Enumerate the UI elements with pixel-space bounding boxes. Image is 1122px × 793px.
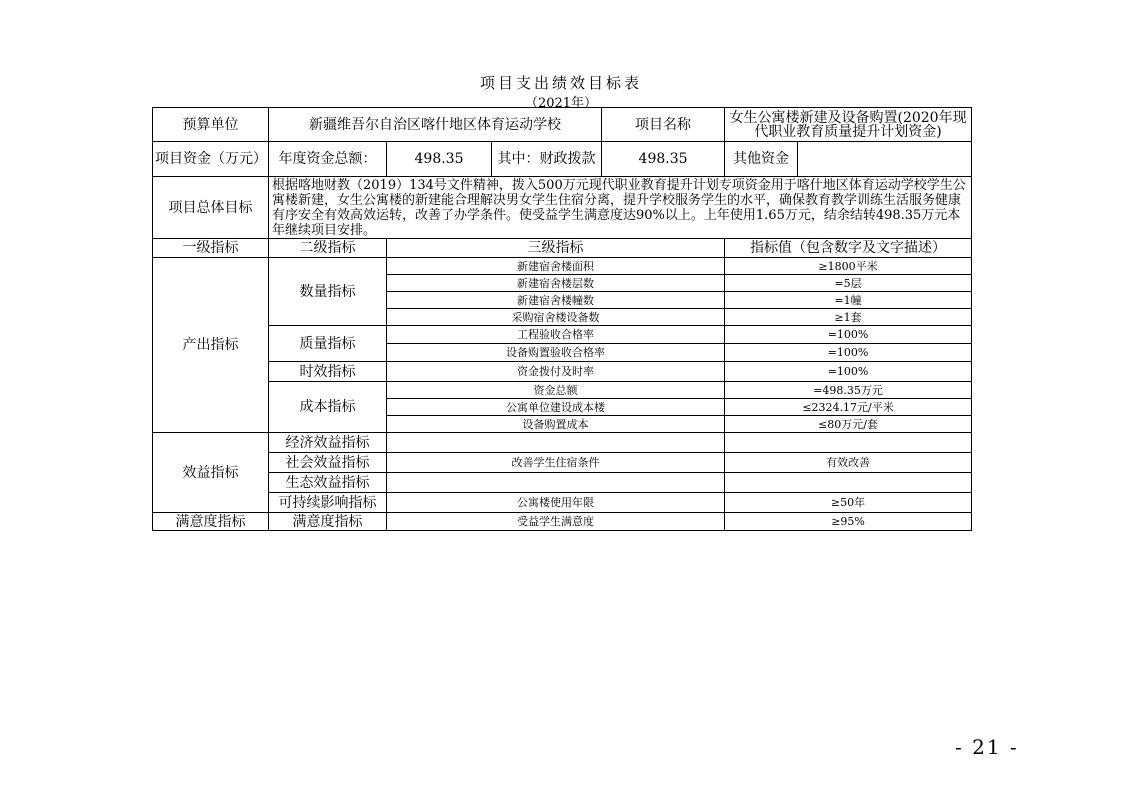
indicator-name: 公寓单位建设成本楼 (387, 399, 725, 416)
indicator-value: =100% (725, 362, 972, 382)
subgroup-quantity: 数量指标 (269, 258, 387, 326)
fiscal-allocation-label: 其中：财政拨款 (492, 142, 602, 177)
indicator-value (725, 473, 972, 493)
annual-total-label: 年度资金总额： (269, 142, 387, 177)
budget-unit-label: 预算单位 (153, 108, 269, 142)
indicator-value: =5层 (725, 275, 972, 292)
subgroup-cost: 成本指标 (269, 382, 387, 433)
table-year: （2021年） (524, 96, 598, 111)
indicator-name: 改善学生住宿条件 (387, 453, 725, 473)
indicator-value (725, 433, 972, 453)
indicator-value: ≤80万元/套 (725, 416, 972, 433)
indicator-name (387, 433, 725, 453)
indicator-name: 受益学生满意度 (387, 513, 725, 531)
indicator-name: 采购宿舍楼设备数 (387, 309, 725, 326)
indicator-value: =100% (725, 326, 972, 344)
indicator-value: =498.35万元 (725, 382, 972, 399)
indicator-name: 设备购置验收合格率 (387, 344, 725, 362)
group-output: 产出指标 (153, 258, 269, 433)
subgroup-quality: 质量指标 (269, 326, 387, 362)
indicator-name (387, 473, 725, 493)
budget-unit-value: 新疆维吾尔自治区喀什地区体育运动学校 (269, 108, 602, 142)
indicator-name: 公寓楼使用年限 (387, 493, 725, 513)
indicator-value: ≥95% (725, 513, 972, 531)
annual-total-value: 498.35 (387, 142, 492, 177)
indicator-name: 资金总额 (387, 382, 725, 399)
fiscal-allocation-value: 498.35 (602, 142, 725, 177)
indicator-name: 新建宿舍楼幢数 (387, 292, 725, 309)
subgroup-timeliness: 时效指标 (269, 362, 387, 382)
indicator-value: ≥1800平米 (725, 258, 972, 275)
indicator-name: 新建宿舍楼面积 (387, 258, 725, 275)
page-number: - 21 - (955, 735, 1019, 759)
indicator-value: ≥1套 (725, 309, 972, 326)
indicator-name: 新建宿舍楼层数 (387, 275, 725, 292)
other-funds-label: 其他资金 (725, 142, 798, 177)
indicator-value: =100% (725, 344, 972, 362)
subgroup-social: 社会效益指标 (269, 453, 387, 473)
column-header-level3: 三级指标 (387, 239, 725, 258)
subgroup-sustainable: 可持续影响指标 (269, 493, 387, 513)
subgroup-ecological: 生态效益指标 (269, 473, 387, 493)
project-name-value: 女生公寓楼新建及设备购置(2020年现代职业教育质量提升计划资金) (725, 108, 972, 142)
table-title: 项目支出绩效目标表 (479, 74, 642, 92)
group-benefit: 效益指标 (153, 433, 269, 513)
indicator-value: 有效改善 (725, 453, 972, 473)
project-funds-label: 项目资金（万元） (153, 142, 269, 177)
project-name-label: 项目名称 (602, 108, 725, 142)
subgroup-economic: 经济效益指标 (269, 433, 387, 453)
indicator-name: 资金拨付及时率 (387, 362, 725, 382)
overall-goal-text: 根据喀地财教（2019）134号文件精神，拨入500万元现代职业教育提升计划专项资金用于喀什地区体育运动学校学生公寓楼新建，女生公寓楼的新建能合理解决男女学生住宿分离，提升学校服务学生的水平，确保教育教学训练生活服务健康有序安全有效高效运转，改善了办学条件。使受益学生满意度达90%以上。上年使用1.65万元，结余结转498.35万元本年继续项目安排。 (269, 177, 972, 239)
subgroup-satisfaction: 满意度指标 (269, 513, 387, 531)
indicator-value: ≤2324.17元/平米 (725, 399, 972, 416)
indicator-name: 设备购置成本 (387, 416, 725, 433)
indicator-name: 工程验收合格率 (387, 326, 725, 344)
performance-goal-table (152, 107, 972, 531)
column-header-level2: 二级指标 (269, 239, 387, 258)
indicator-value: =1幢 (725, 292, 972, 309)
overall-goal-label: 项目总体目标 (153, 177, 269, 239)
column-header-value: 指标值（包含数字及文字描述） (725, 239, 972, 258)
indicator-value: ≥50年 (725, 493, 972, 513)
column-header-level1: 一级指标 (153, 239, 269, 258)
group-satisfaction: 满意度指标 (153, 513, 269, 531)
other-funds-value (798, 142, 972, 177)
